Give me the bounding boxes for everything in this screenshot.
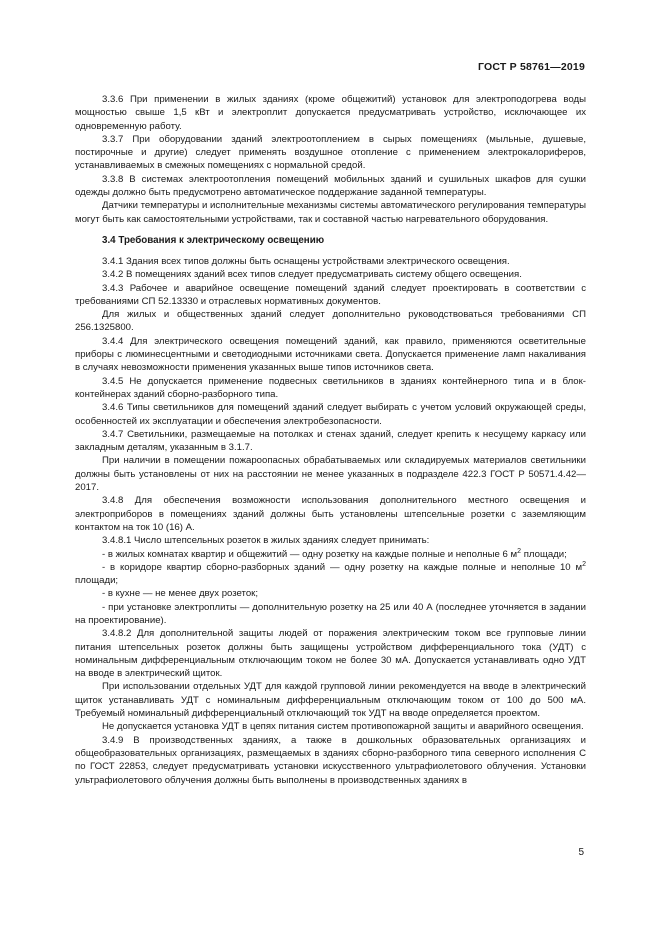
paragraph-3-4-1: 3.4.1 Здания всех типов должны быть оснащены устройствами электрического освещения. [102, 255, 510, 267]
document-code-header: ГОСТ Р 58761—2019 [477, 61, 585, 73]
superscript: 2 [582, 560, 586, 568]
paragraph-udt-restriction: Не допускается установка УДТ в цепях питания систем противопожарной защиты и аварийного освещения. [102, 721, 584, 733]
paragraph-3-4-5: 3.4.5 Не допускается применение подвесных светильников в зданиях контейнерного типа и в блок-контейнерах зданий сборно-разборного типа. [75, 375, 586, 400]
paragraph-3-3-8: 3.3.8 В системах электроотопления помещений мобильных зданий и сушильных шкафов для сушки одежды должно быть предусмотрено автоматическое поддержание заданной температуры. [75, 173, 586, 199]
paragraph-3-3-6: 3.3.6 При применении в жилых зданиях (кроме общежитий) установок для электроподогрева воды мощностью свыше 1,5 кВт и электроплит допускается предусматривать устройство, исключающее их одновременную работу. [75, 94, 586, 132]
superscript: 2 [517, 547, 522, 555]
paragraph-3-4-7: 3.4.7 Светильники, размещаемые на потолках и стенах зданий, следует крепить к несущему каркасу или закладным деталям, указанным в 3.1.7. [75, 428, 586, 454]
page-number: 5 [578, 847, 584, 858]
paragraph-3-4-9: 3.4.9 В производственных зданиях, а также в дошкольных образовательных организациях и общеобразовательных организациях, размещаемых в зданиях сборно-разборного типа северного исполнения С по ГОСТ 22853, следует предусматривать установки искусственного ультрафиолетового облучения. Установки ультрафиолетового облучения должны быть выполнены в производственных зданиях в [75, 734, 586, 786]
paragraph-fire-hazard: При наличии в помещении пожароопасных обрабатываемых или складируемых материалов светильники должны быть установлены от них на расстоянии не менее указанных в подразделе 422.3 ГОСТ Р 50571.4.42—2017. [75, 455, 586, 494]
list-item-living-rooms [75, 548, 586, 561]
document-body [75, 93, 586, 787]
list-item-text: - в жилых комнатах квартир и общежитий — одну розетку на каждые полные и неполные 6 м [102, 548, 518, 560]
paragraph-sensors: Датчики температуры и исполнительные механизмы системы автоматического регулирования температуры могут быть как самостоятельными устройствами, так и составной частью нагревательного оборудования. [75, 200, 586, 225]
list-item-kitchen: - в кухне — не менее двух розеток; [102, 588, 259, 600]
list-item-corridor [75, 561, 586, 588]
paragraph-residential-lighting: Для жилых и общественных зданий следует дополнительно руководствоваться требованиями СП 256.1325800. [75, 309, 586, 334]
paragraph-3-4-3: 3.4.3 Рабочее и аварийное освещение помещений зданий следует проектировать в соответствии с требованиями СП 52.13330 и отраслевых нормативных документов. [75, 282, 586, 307]
paragraph-3-4-8-2: 3.4.8.2 Для дополнительной защиты людей от поражения электрическим током все групповые линии питания штепсельных розеток должны быть защищены устройством дифференциального тока (УДТ) с номинальным дифференциальным отключающим током не более 30 мА. Допускается устанавливать одно УДТ на вводе в электрический щиток. [75, 628, 586, 680]
list-item-text: площади; [521, 548, 567, 560]
paragraph-3-4-6: 3.4.6 Типы светильников для помещений зданий следует выбирать с учетом условий окружающей среды, особенностей их эксплуатации и обеспечения электробезопасности. [75, 402, 586, 427]
list-item-text: - в коридоре квартир сборно-разборных зданий — одну розетку на каждые полные и неполные 10 м [102, 561, 583, 573]
paragraph-3-3-7: 3.3.7 При оборудовании зданий электроотоплением в сырых помещениях (мыльные, душевые, постирочные и другие) следует применять воздушное отопление с применением электрокалориферов, устанавливаемых в смежных помещениях с нормальной средой. [75, 133, 586, 172]
section-heading-3-4: 3.4 Требования к электрическому освещению [102, 234, 325, 246]
paragraph-3-4-4: 3.4.4 Для электрического освещения помещений зданий, как правило, применяются осветительные приборы с люминесцентными и светодиодными источниками света. Допускается применение ламп накаливания в случаях невозможности применения указанных выше типов источников света. [75, 335, 586, 374]
list-item-stove: - при установке электроплиты — дополнительную розетку на 25 или 40 А (последнее уточняется в задании на проектирование). [75, 601, 586, 626]
list-item-text: площади; [75, 575, 119, 587]
paragraph-3-4-8: 3.4.8 Для обеспечения возможности использования дополнительного местного освещения и электроприборов в помещениях зданий должны быть установлены штепсельные розетки с заземляющим контактом на ток 10 (16) А. [75, 495, 586, 533]
paragraph-udt-separate: При использовании отдельных УДТ для каждой групповой линии рекомендуется на вводе в электрический щиток устанавливать УДТ с номинальным дифференциальным отключающим током от 100 до 500 мА. Требуемый номинальный дифференциальный отключающий ток УДТ на вводе определяется проектом. [75, 681, 586, 720]
paragraph-3-4-2: 3.4.2 В помещениях зданий всех типов следует предусматривать систему общего освещения. [102, 269, 522, 281]
paragraph-3-4-8-1: 3.4.8.1 Число штепсельных розеток в жилых зданиях следует принимать: [102, 535, 430, 547]
